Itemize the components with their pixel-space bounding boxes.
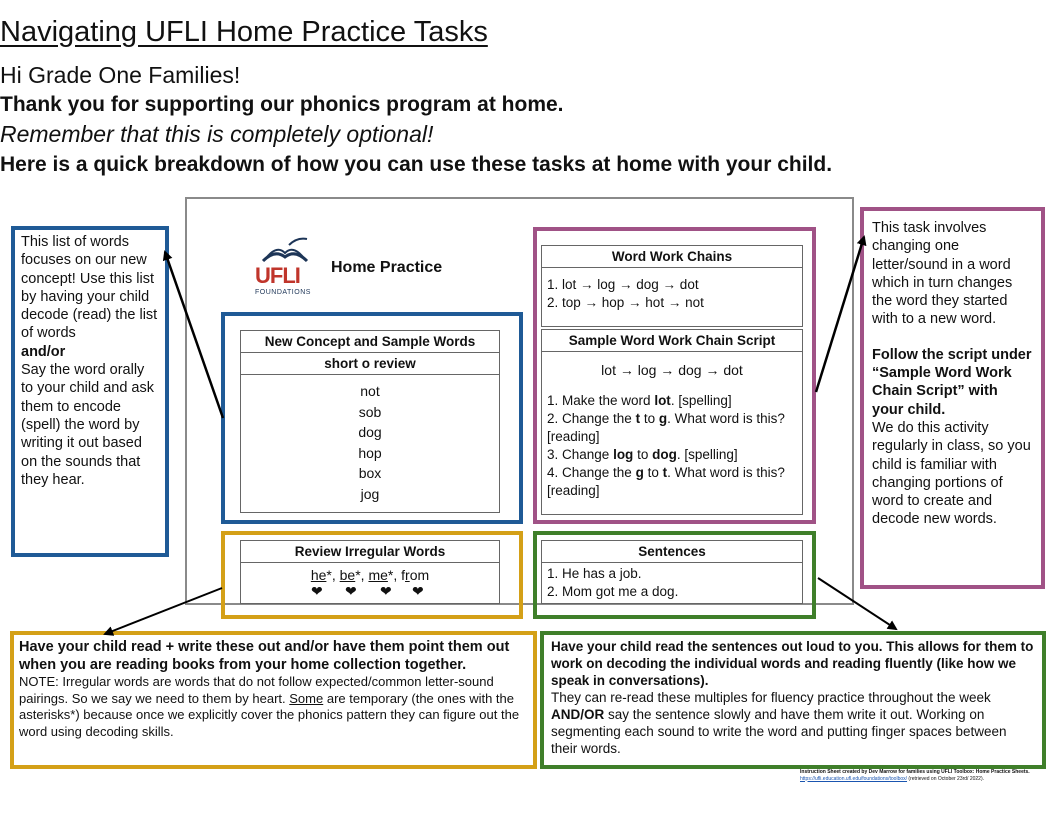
chain-line: 1. lot → log → dog → dot (547, 277, 699, 292)
word-work-chains-heading: Word Work Chains (542, 246, 802, 268)
home-practice-title: Home Practice (331, 259, 443, 276)
breakdown-line: Here is a quick breakdown of how you can use these tasks at home with your child. (0, 153, 833, 176)
heart-icon: ❤ (311, 583, 323, 599)
sentence-line: 2. Mom got me a dog. (547, 584, 679, 599)
irregular-words-note: Have your child read + write these out and/or have them point them out when you are reading books from your home collection together. NOTE: Irregular words are words that do not follow expected/common letter-sound pairings. So we say we need to them by heart. Some are temporary (the ones with the asterisks*) because once we explicitly cover the phonics pattern they can figure out the word using decoding skills. (10, 631, 537, 769)
arrow-to-left-note (165, 252, 223, 418)
word-chain-note: This task involves changing one letter/sound in a word which in turn changes the word they started with to a new word. Follow the script under “Sample Word Work Chain Script” with your child. We do this activity regularly in class, so you child is familiar with changing portions of word to create and decode new words. (860, 207, 1045, 589)
arrow-to-right-note (816, 237, 864, 392)
list-item: sob (358, 403, 382, 420)
new-concept-note: This list of words focuses on our new concept! Use this list by having your child decode (read) the list of words and/or Say the word orally to your child and ask them to encode (spell) the word by writing it out based on the sounds that they hear. (11, 226, 169, 557)
sentence-line: 1. He has a job. (547, 566, 642, 581)
script-step-2: 2. Change the t to g. What word is this? [reading] (547, 411, 785, 444)
list-item: jog (360, 485, 380, 502)
heart-icon: ❤ (345, 583, 357, 599)
list-item: box (358, 465, 382, 481)
script-step-1: 1. Make the word lot. [spelling] (547, 393, 732, 408)
thanks-line: Thank you for supporting our phonics program at home. (0, 93, 564, 116)
new-concept-heading: New Concept and Sample Words (241, 331, 499, 353)
chain-script-chain: lot → log → dog → dot (601, 362, 743, 378)
greeting: Hi Grade One Families! (0, 62, 241, 88)
irregular-words-heading: Review Irregular Words (241, 541, 499, 563)
script-step-4: 4. Change the g to t. What word is this? [reading] (547, 465, 785, 498)
heart-icon: ❤ (380, 583, 392, 599)
logo-subtitle: FOUNDATIONS (255, 289, 311, 296)
arrow-to-bottom-right-note (818, 578, 896, 629)
page-title: Navigating UFLI Home Practice Tasks (0, 16, 488, 48)
chain-script-heading: Sample Word Work Chain Script (542, 330, 802, 352)
arrow-to-bottom-left-note (105, 588, 222, 634)
chain-line: 2. top → hop → hot → not (547, 295, 704, 310)
new-concept-subheading: short o review (241, 353, 499, 375)
list-item: dog (358, 424, 382, 440)
toolbox-link[interactable]: https://ufli.education.ufl.edu/foundations/toolbox/ (800, 775, 908, 782)
credit-line: Instruction Sheet created by Dev Marrow for families using UFLI Toolbox: Home Practice Sheets. https://ufli.education.ufl.edu/foundations/toolbox/ (retrieved on October 23rd/ 2022). (800, 769, 1030, 782)
list-item: hop (358, 444, 382, 461)
list-item: not (360, 383, 380, 399)
sentences-note: Have your child read the sentences out loud to you. This allows for them to work on decoding the individual words and reading fluently (like how we speak in conversations). They can re-read these multiples for fluency practice throughout the week AND/OR say the sentence slowly and have them write it out. Working on segmenting each sound to write the word and putting finger spaces between their words. (540, 631, 1046, 769)
irregular-word-list: he*, be*, me*, from (310, 567, 430, 583)
sentences-heading: Sentences (542, 541, 802, 563)
logo-wordmark: UFLI (255, 263, 300, 288)
heart-icon: ❤ (412, 583, 424, 599)
optional-line: Remember that this is completely optional! (0, 121, 434, 147)
script-step-3: 3. Change log to dog. [spelling] (547, 447, 738, 462)
